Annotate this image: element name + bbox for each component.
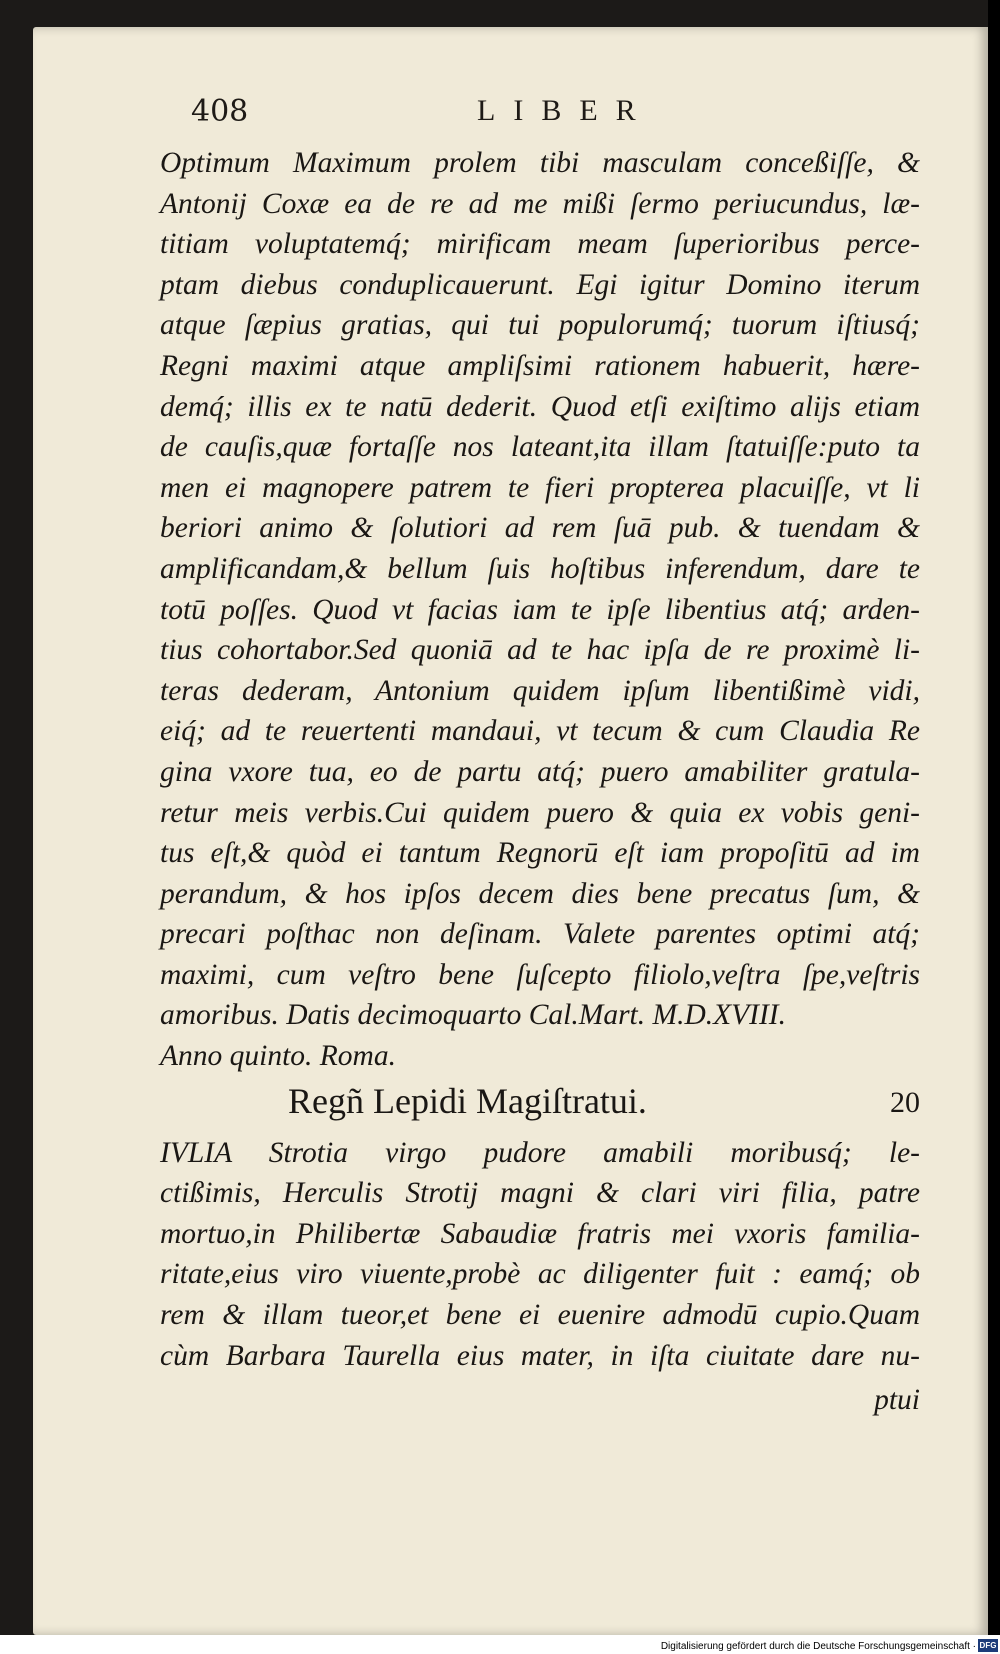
text-line: eiq́; ad te reuertenti mandaui, vt tecum & cum Claudia Re xyxy=(160,715,920,748)
text-line: gina vxore tua, eo de partu atq́; puero amabiliter gratula- xyxy=(160,755,920,788)
text-line: rem & illam tueor,et bene ei euenire admodū cupio.Quam xyxy=(160,1299,920,1332)
text-line: ctißimis, Herculis Strotij magni & clari viri filia, patre xyxy=(160,1177,920,1210)
text-line: ptam diebus conduplicauerunt. Egi igitur Domino iterum xyxy=(160,268,920,301)
text-line: totū poſſes. Quod vt facias iam te ipſe libentius atq́; arden- xyxy=(160,593,920,626)
text-line: retur meis verbis.Cui quidem puero & quia ex vobis geni- xyxy=(160,796,920,829)
digitization-footer xyxy=(0,1635,1000,1654)
text-line: de cauſis,quæ fortaſſe nos lateant,ita illam ſtatuiſſe:puto ta xyxy=(160,431,920,464)
text-line: precari poſthac non deſinam. Valete parentes optimi atq́; xyxy=(160,918,920,951)
running-head: LIBER xyxy=(477,94,654,127)
text-line: ritate,eius viro viuente,probè ac diligenter fuit : eamq́; ob xyxy=(160,1258,920,1291)
text-line: Optimum Maximum prolem tibi masculam conceßiſſe, & xyxy=(160,147,920,179)
text-line: beriori animo & ſolutiori ad rem ſuā pub. & tuendam & xyxy=(160,512,920,545)
text-line: men ei magnopere patrem te fieri propterea placuiſſe, vt li xyxy=(160,471,920,504)
text-line: amplificandam,& bellum ſuis hoſtibus inferendum, dare te xyxy=(160,552,920,585)
letter-number: 20 xyxy=(890,1085,920,1119)
text-line: perandum, & hos ipſos decem dies bene precatus ſum, & xyxy=(160,877,920,910)
letter-heading xyxy=(160,1081,920,1131)
catchword: ptui xyxy=(874,1384,920,1417)
text-line: cùm Barbara Taurella eius mater, in iſta ciuitate dare nu- xyxy=(160,1339,920,1372)
dfg-logo-icon: DFG xyxy=(979,1641,997,1650)
paragraph-letter-1 xyxy=(160,143,920,1077)
text-line: teras dederam, Antonium quidem ipſum libentißimè vidi, xyxy=(160,674,920,707)
text-line: amoribus. Datis decimoquarto Cal.Mart. M.D.XVIII. xyxy=(160,999,787,1032)
book-edge xyxy=(988,0,1000,1654)
text-line: Antonij Coxæ ea de re ad me mißi ſermo periucundus, læ- xyxy=(160,187,920,220)
letter-heading-title: Regñ Lepidi Magiſtratui. xyxy=(288,1080,647,1121)
page-header xyxy=(161,94,701,144)
text-line: IVLIA Strotia virgo pudore amabili moribusq́; le- xyxy=(160,1136,920,1169)
text-block xyxy=(160,143,920,1421)
text-line: atque ſæpius gratias, qui tui populorumq́; tuorum iſtiusq́; xyxy=(160,309,920,342)
text-line: maximi, cum veſtro bene ſuſcepto filiolo,veſtra ſpe,veſtris xyxy=(160,958,920,991)
folio-number: 408 xyxy=(191,94,249,129)
text-line: tius cohortabor.Sed quoniā ad te hac ipſa de re proximè li- xyxy=(160,634,920,667)
text-line: demq́; illis ex te natū dederit. Quod etſi exiſtimo alijs etiam xyxy=(160,390,920,423)
paragraph-letter-2 xyxy=(160,1133,920,1377)
footer-credit: Digitalisierung gefördert durch die Deutsche Forschungsgemeinschaft · xyxy=(660,1641,976,1652)
text-line: tus eſt,& quòd ei tantum Regnorū eſt iam propoſitū ad im xyxy=(160,837,920,870)
text-line: titiam voluptatemq́; mirificam meam ſuperioribus perce- xyxy=(160,228,920,261)
text-line: Anno quinto. Roma. xyxy=(160,1040,396,1073)
text-line: mortuo,in Philibertæ Sabaudiæ fratris mei vxoris familia- xyxy=(160,1217,920,1250)
text-line: Regni maximi atque ampliſsimi rationem habuerit, hære- xyxy=(160,349,920,382)
